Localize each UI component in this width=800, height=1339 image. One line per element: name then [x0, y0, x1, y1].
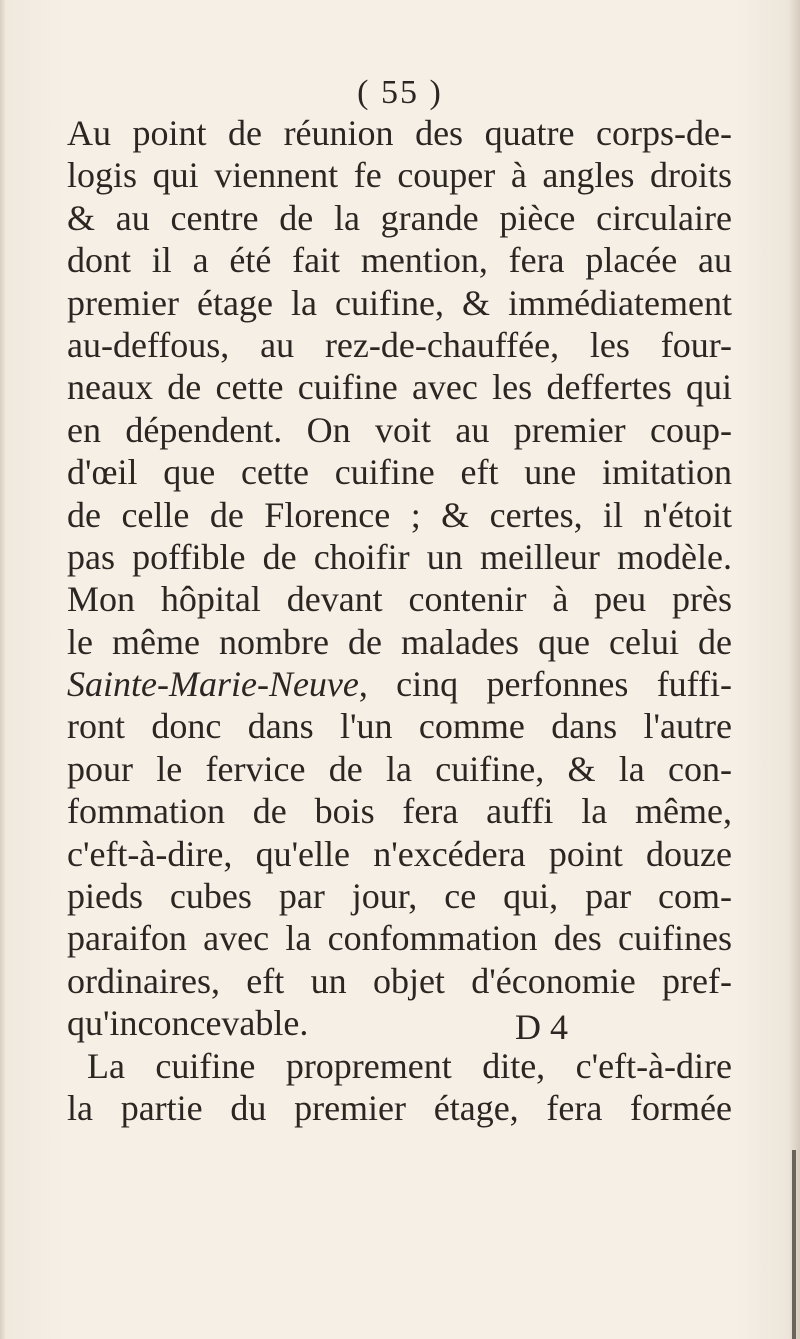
- text-line: Au point de réunion des quatre corps-de-: [67, 113, 732, 153]
- signature-mark: D 4: [515, 1007, 568, 1047]
- text-line: neaux de cette cuifine avec les deffertes qui: [67, 367, 732, 408]
- text-line: d'œil que cette cuifine eft une imitation: [67, 452, 732, 493]
- text-line: le même nombre de malades que celui de: [67, 621, 732, 662]
- text-line: & au centre de la grande pièce circulaire: [67, 197, 732, 238]
- text-line: pieds cubes par jour, ce qui, par com-: [67, 876, 732, 917]
- page-number: ( 55 ): [357, 74, 443, 111]
- text-line: dont il a été fait mention, fera placée au: [67, 240, 732, 281]
- text-line: pour le fervice de la cuifine, & la con-: [67, 748, 732, 789]
- text-line: pas poffible de choifir un meilleur modèle.: [67, 536, 732, 577]
- text-line: c'eft-à-dire, qu'elle n'excédera point douze: [67, 833, 732, 874]
- text-line: qu'inconcevable.: [67, 1003, 309, 1044]
- text-line: de celle de Florence ; & certes, il n'étoit: [67, 494, 732, 535]
- text-line: logis qui viennent fe couper à angles droits: [67, 155, 732, 196]
- text-line: La cuifine proprement dite, c'eft-à-dire: [87, 1045, 732, 1086]
- text-line: paraifon avec la confommation des cuifines: [67, 918, 732, 959]
- page-left-shadow: [0, 0, 6, 1339]
- body-text: [67, 112, 732, 1129]
- page-right-shadow: [788, 0, 800, 1339]
- text-line: premier étage la cuifine, & immédiatement: [67, 282, 732, 323]
- text-line: ront donc dans l'un comme dans l'autre: [67, 706, 732, 747]
- text-line: fommation de bois fera auffi la même,: [67, 791, 732, 832]
- text-line-italic-name: Sainte-Marie-Neuve, cinq perfonnes fuffi-: [67, 664, 732, 705]
- binding-edge: [792, 1150, 796, 1339]
- italic-place-name: Sainte-Marie-Neuve: [67, 664, 359, 705]
- text-line: au-deffous, au rez-de-chauffée, les four-: [67, 324, 732, 365]
- text-line: en dépendent. On voit au premier coup-: [67, 409, 732, 450]
- text-line: Mon hôpital devant contenir à peu près: [67, 579, 732, 620]
- text-line: la partie du premier étage, fera formée: [67, 1087, 732, 1128]
- text-line: ordinaires, eft un objet d'économie pref-: [67, 960, 732, 1001]
